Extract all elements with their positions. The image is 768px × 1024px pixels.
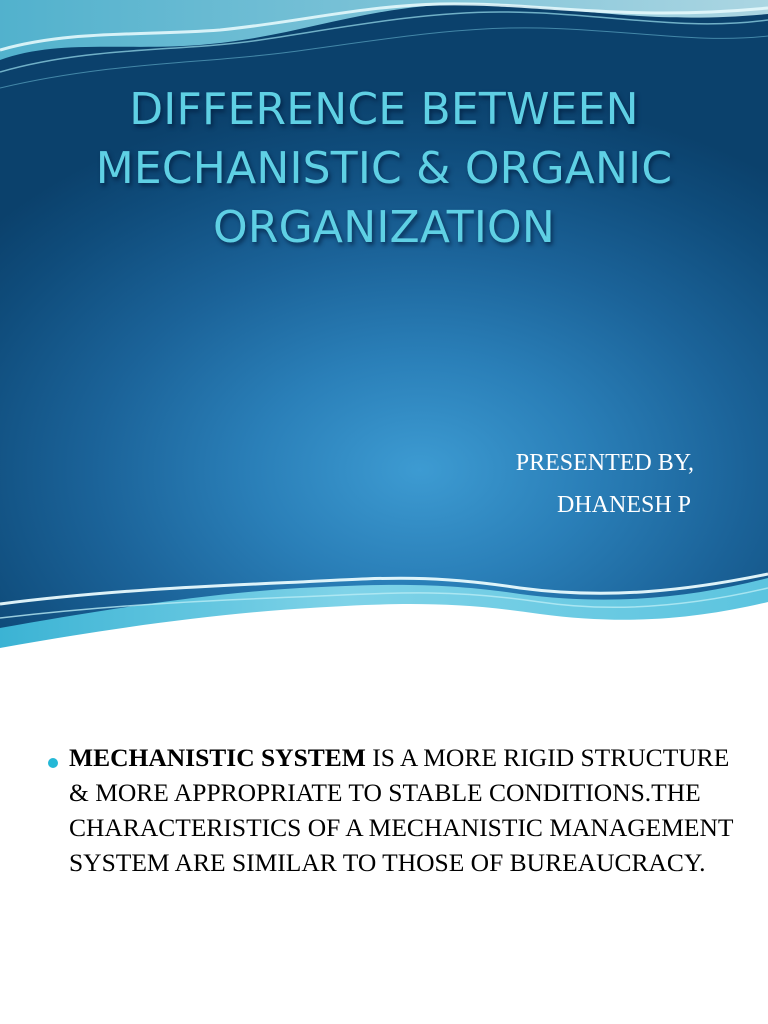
slide-title (40, 80, 728, 257)
title-line-2: MECHANISTIC & ORGANIC (95, 143, 673, 194)
presenter-name: DHANESH P (556, 492, 691, 518)
content-slide (0, 660, 768, 1024)
bullet-dot-icon (48, 758, 58, 768)
title-line-3: ORGANIZATION (213, 202, 555, 253)
title-line-1: DIFFERENCE BETWEEN (129, 84, 639, 135)
bullet-body: IS A MORE RIGID STRUCTURE & MORE APPROPRIATE TO STABLE CONDITIONS.THE CHARACTERISTICS OF A MECHANISTIC MANAGEMENT SYSTEM ARE SIMILAR TO THOSE OF BUREAUCRACY. (69, 743, 734, 877)
bullet-text (69, 740, 748, 880)
presenter-label: PRESENTED BY, (515, 450, 694, 476)
bullet-term: MECHANISTIC SYSTEM (69, 743, 366, 772)
